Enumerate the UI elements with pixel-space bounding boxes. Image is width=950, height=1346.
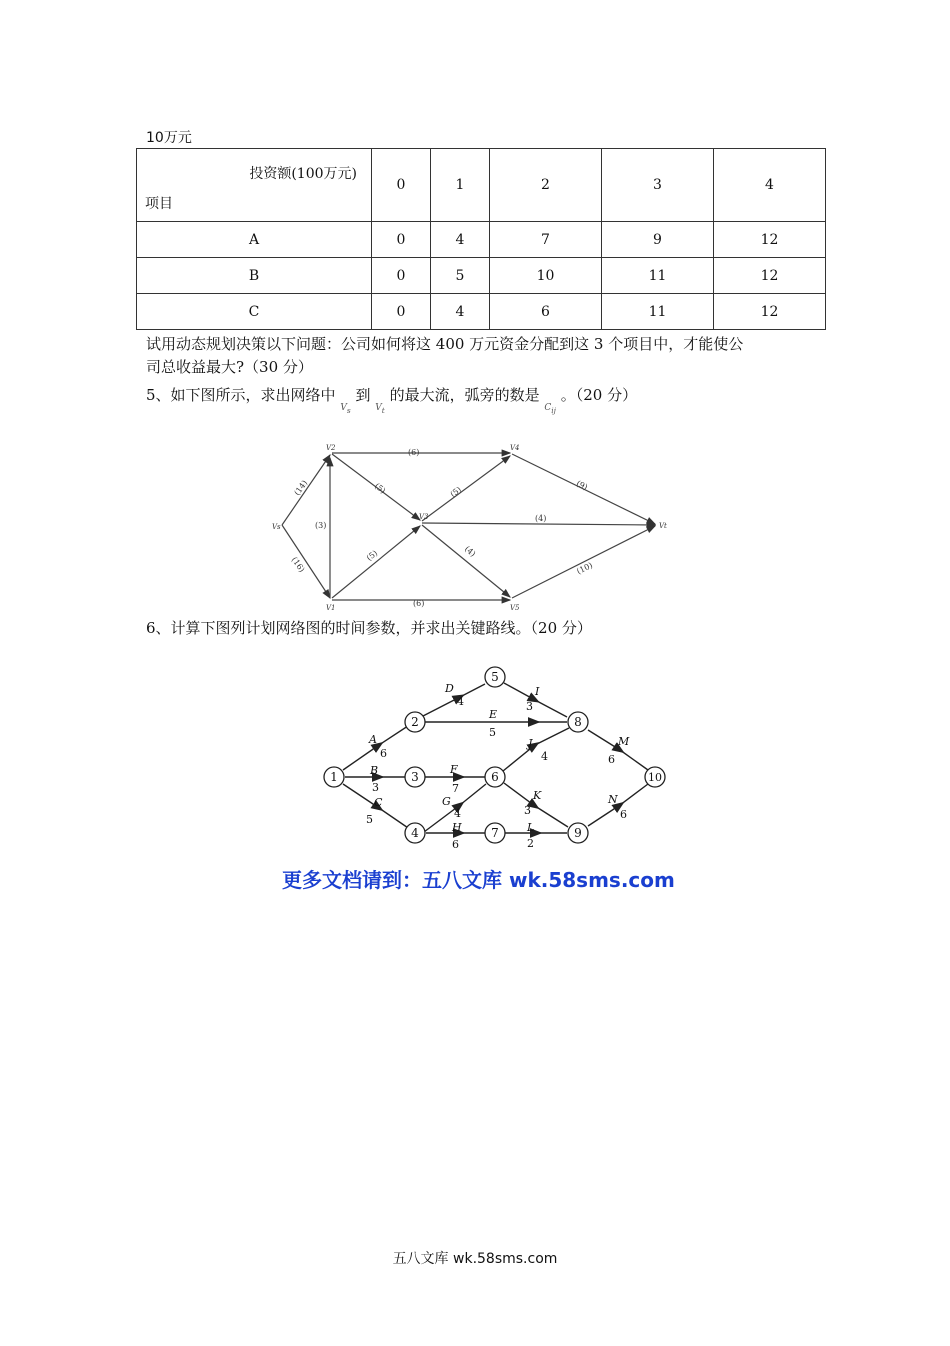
table-row: [137, 294, 826, 330]
node-v1: V1: [326, 604, 336, 612]
duration-B: 3: [372, 781, 379, 794]
cap-v2-v4: (6): [408, 448, 420, 457]
table-cell: 0: [372, 258, 431, 294]
table-cell: 9: [601, 222, 713, 258]
table-cell: 0: [372, 294, 431, 330]
top-line: 10万元: [146, 130, 192, 146]
cap-v3-v5: (4): [462, 544, 478, 559]
q6-text: 6、计算下图列计划网络图的时间参数，并求出关键路线。（20 分）: [146, 619, 592, 637]
cap-vs-v2: (14): [292, 478, 310, 498]
activity-label-I: I: [535, 685, 540, 698]
cij-symbol: Cij: [544, 403, 556, 415]
duration-G: 4: [454, 807, 461, 820]
node-label: 4: [411, 826, 419, 840]
column-header: 0: [372, 149, 431, 222]
activity-N: [588, 784, 648, 826]
activity-label-J: J: [528, 737, 533, 750]
edge-v1-v3: [332, 526, 420, 598]
duration-J: 4: [541, 750, 548, 763]
node-label: 3: [411, 770, 419, 784]
cap-v1-v5: (6): [413, 599, 425, 608]
column-header: 4: [713, 149, 825, 222]
activity-label-C: C: [374, 796, 383, 809]
table-cell: 7: [490, 222, 602, 258]
q5-part3: 。（20 分）: [560, 386, 638, 404]
q5-text: [146, 384, 638, 415]
node-label: 6: [491, 770, 499, 784]
activity-J: [503, 728, 569, 771]
table-corner-cell: [137, 149, 372, 222]
header-project: 项目: [145, 196, 173, 212]
q4-line-2: 司总收益最大?（30 分）: [146, 358, 313, 376]
activity-D: [423, 684, 485, 716]
table-cell: 12: [713, 294, 825, 330]
cap-v4-vt: (9): [574, 478, 589, 492]
duration-E: 5: [489, 726, 496, 739]
cap-v1-v3: (5): [364, 548, 380, 563]
table-cell: 11: [601, 294, 713, 330]
duration-L: 2: [527, 837, 534, 850]
column-header: 1: [431, 149, 490, 222]
cap-v2-v3: (5): [372, 481, 388, 496]
node-v2: V2: [326, 444, 336, 452]
flow-network-graph: [270, 440, 670, 615]
row-label: B: [137, 258, 372, 294]
table-cell: 5: [431, 258, 490, 294]
table-row: [137, 222, 826, 258]
activity-label-K: K: [533, 789, 542, 802]
activity-label-E: E: [489, 708, 498, 721]
edge-vs-v1: [282, 525, 330, 598]
table-cell: 4: [431, 222, 490, 258]
table-cell: 11: [601, 258, 713, 294]
column-header: 2: [490, 149, 602, 222]
activity-label-L: L: [527, 821, 535, 834]
cap-v3-vt: (4): [535, 514, 547, 523]
duration-M: 6: [608, 753, 615, 766]
duration-A: 6: [380, 747, 387, 760]
duration-H: 6: [452, 838, 459, 850]
plan-network-graph: [315, 660, 675, 850]
header-investment: 投资额(100万元): [249, 166, 357, 182]
duration-C: 5: [366, 813, 373, 826]
edge-v3-v5: [422, 525, 510, 597]
node-label: 8: [574, 715, 582, 729]
cap-vs-v1: (16): [289, 555, 307, 574]
duration-D: 4: [457, 695, 464, 708]
q5-part1: 5、如下图所示，求出网络中: [146, 386, 336, 404]
activity-A: [343, 722, 414, 770]
cap-v1-v2: (3): [315, 521, 327, 530]
row-label: C: [137, 294, 372, 330]
promo-link[interactable]: 更多文档请到：五八文库 wk.58sms.com: [282, 868, 675, 892]
q5-to: 到: [355, 386, 371, 404]
table-cell: 12: [713, 258, 825, 294]
page-footer: 五八文库 wk.58sms.com: [392, 1251, 558, 1267]
table-cell: 4: [431, 294, 490, 330]
node-v3: V3: [419, 513, 429, 521]
row-label: A: [137, 222, 372, 258]
duration-N: 6: [620, 808, 627, 821]
activity-label-A: A: [369, 733, 377, 746]
edge-vs-v2: [282, 455, 330, 525]
table-row: [137, 258, 826, 294]
duration-K: 3: [524, 804, 531, 817]
node-label: 2: [411, 715, 419, 729]
duration-I: 3: [526, 700, 533, 713]
edge-v5-vt: [512, 526, 655, 598]
edge-v3-vt: [422, 523, 655, 525]
node-v5: V5: [510, 604, 520, 612]
edge-v3-v4: [422, 456, 510, 521]
node-label: 1: [330, 770, 338, 784]
node-label: 5: [491, 670, 499, 684]
node-vs: Vs: [272, 523, 281, 531]
vt-symbol: Vt: [375, 403, 385, 415]
activity-label-B: B: [370, 764, 379, 777]
table-cell: 10: [490, 258, 602, 294]
cap-v3-v4: (5): [448, 485, 464, 499]
node-vt: Vt: [659, 522, 667, 530]
activity-label-G: G: [442, 795, 451, 808]
activity-label-F: F: [450, 763, 458, 776]
table-cell: 0: [372, 222, 431, 258]
activity-label-M: M: [618, 735, 630, 748]
cap-v5-vt: (10): [575, 560, 594, 577]
table-cell: 12: [713, 222, 825, 258]
table-header-row: [137, 149, 826, 222]
activity-label-D: D: [445, 682, 454, 695]
node-label: 10: [648, 771, 662, 784]
node-label: 7: [491, 826, 499, 840]
q4-line-1: 试用动态规划决策以下问题：公司如何将这 400 万元资金分配到这 3 个项目中，才能使公: [146, 335, 744, 353]
column-header: 3: [601, 149, 713, 222]
node-v4: V4: [510, 444, 520, 452]
duration-F: 7: [452, 782, 459, 795]
q5-part2: 的最大流，弧旁的数是: [389, 386, 540, 404]
vs-symbol: Vs: [340, 403, 351, 415]
node-label: 9: [574, 826, 582, 840]
activity-label-H: H: [452, 821, 462, 834]
investment-table: [136, 148, 826, 330]
table-cell: 6: [490, 294, 602, 330]
activity-label-N: N: [608, 793, 618, 806]
